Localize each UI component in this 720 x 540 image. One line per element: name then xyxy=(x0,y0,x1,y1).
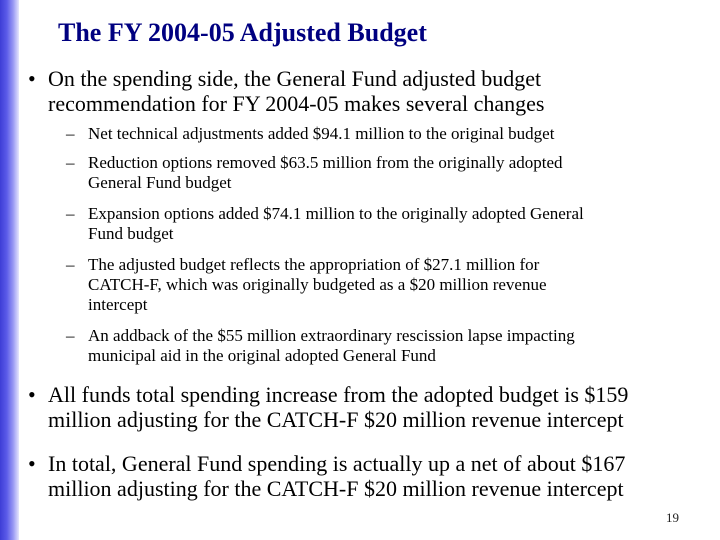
sub-bullet-line: municipal aid in the original adopted General Fund xyxy=(88,346,436,365)
slide-title: The FY 2004-05 Adjusted Budget xyxy=(58,18,427,47)
bullet-text xyxy=(48,451,688,501)
dash-icon: – xyxy=(66,255,75,274)
dash-icon: – xyxy=(66,326,75,345)
sub-bullet-line: The adjusted budget reflects the appropriation of $27.1 million for xyxy=(88,255,540,274)
dash-icon: – xyxy=(66,124,75,143)
bullet-line: recommendation for FY 2004-05 makes several changes xyxy=(48,91,545,116)
sub-bullet-line: intercept xyxy=(88,295,148,314)
sub-bullet-line: Fund budget xyxy=(88,224,174,243)
sub-bullet-text xyxy=(88,124,688,144)
bullet-line: million adjusting for the CATCH-F $20 million revenue intercept xyxy=(48,407,624,432)
dash-icon: – xyxy=(66,204,75,223)
sub-bullet-line: An addback of the $55 million extraordinary rescission lapse impacting xyxy=(88,326,575,345)
sub-bullet-line: Net technical adjustments added $94.1 million to the original budget xyxy=(88,124,555,143)
sub-bullet-line: CATCH-F, which was originally budgeted as a $20 million revenue xyxy=(88,275,547,294)
sub-bullet-line: General Fund budget xyxy=(88,173,232,192)
slide-sidebar-gradient xyxy=(0,0,19,540)
page-number: 19 xyxy=(666,510,679,525)
bullet-text xyxy=(48,382,688,432)
bullet-dot-icon: • xyxy=(28,451,36,476)
sub-bullet-text xyxy=(88,326,688,366)
bullet-line: All funds total spending increase from the adopted budget is $159 xyxy=(48,382,629,407)
bullet-dot-icon: • xyxy=(28,382,36,407)
sub-bullet-line: Reduction options removed $63.5 million from the originally adopted xyxy=(88,153,563,172)
sub-bullet-line: Expansion options added $74.1 million to the originally adopted General xyxy=(88,204,584,223)
bullet-dot-icon: • xyxy=(28,66,36,91)
bullet-line: In total, General Fund spending is actually up a net of about $167 xyxy=(48,451,626,476)
sub-bullet-text xyxy=(88,153,688,193)
dash-icon: – xyxy=(66,153,75,172)
bullet-text xyxy=(48,66,688,116)
bullet-line: On the spending side, the General Fund adjusted budget xyxy=(48,66,542,91)
bullet-line: million adjusting for the CATCH-F $20 million revenue intercept xyxy=(48,476,624,501)
sub-bullet-text xyxy=(88,255,688,315)
sub-bullet-text xyxy=(88,204,688,244)
